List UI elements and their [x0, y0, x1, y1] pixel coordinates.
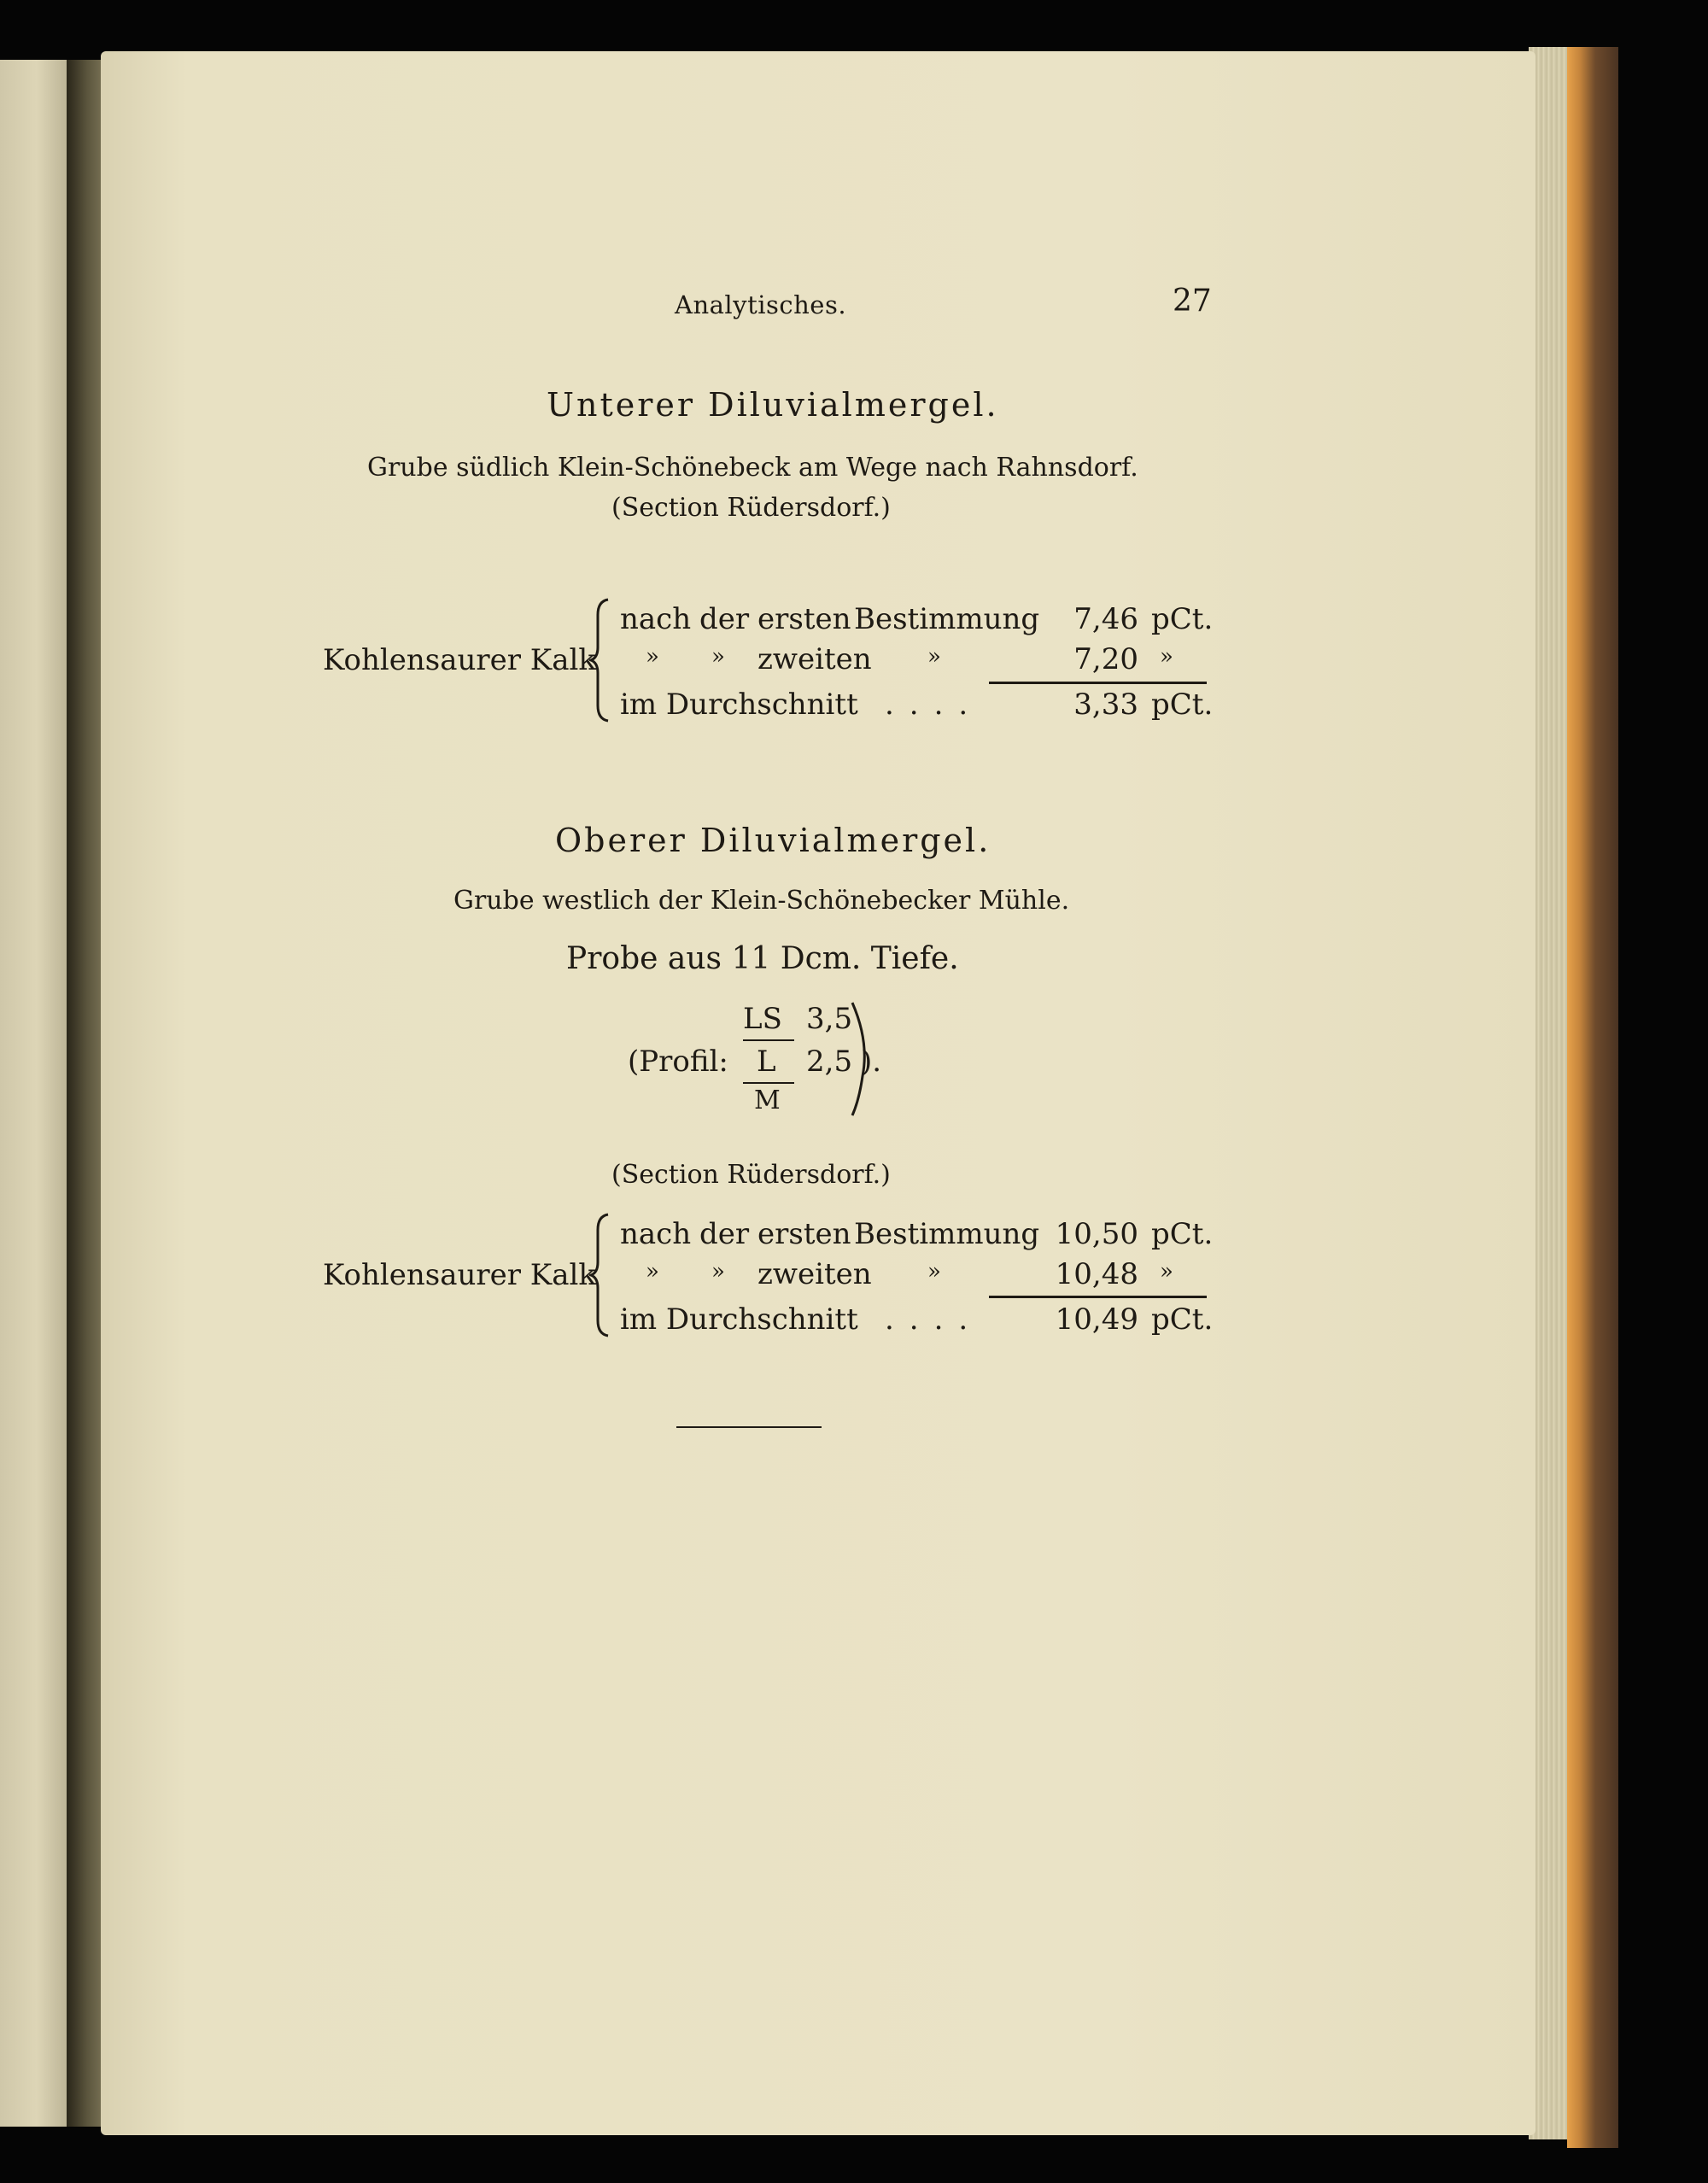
leader-dots: ....	[885, 1302, 984, 1337]
profile-symbol: M	[754, 1086, 781, 1115]
sample-line: Probe aus 11 Dcm. Tiefe.	[566, 941, 959, 976]
profile-rule	[743, 1082, 794, 1084]
brace-icon	[589, 1211, 615, 1339]
row-unit: pCt.	[1151, 1217, 1214, 1251]
profile-closing: ).	[861, 1045, 882, 1079]
row-value: 3,33	[1073, 688, 1138, 722]
section-heading: Unterer Diluvialmergel.	[547, 386, 999, 424]
row-unit: »	[1160, 1259, 1173, 1285]
section-note: (Section Rüdersdorf.)	[611, 493, 891, 523]
profile-label: (Profil:	[628, 1045, 728, 1079]
leader-dots: ....	[885, 688, 984, 722]
sum-rule	[989, 1296, 1207, 1298]
row-word-a: nach	[620, 602, 692, 636]
row-unit: pCt.	[1151, 1302, 1214, 1337]
profile-value: 2,5	[806, 1045, 853, 1079]
measurement-label: Kohlensaurer Kalk	[323, 1258, 596, 1292]
row-word-d: »	[927, 644, 941, 670]
end-rule	[676, 1426, 822, 1428]
row-word-c: ersten	[757, 602, 851, 636]
location-line: Grube südlich Klein-Schönebeck am Wege nach Rahnsdorf.	[367, 453, 1138, 483]
row-word-d: »	[927, 1259, 941, 1285]
row-unit: »	[1160, 644, 1173, 670]
row-word-b: der	[699, 602, 750, 636]
row-word-d: Bestimmung	[854, 602, 1040, 636]
row-word-b: der	[699, 1217, 750, 1251]
row-word-d: Bestimmung	[854, 1217, 1040, 1251]
row-value: 7,20	[1073, 642, 1138, 676]
row-value: 7,46	[1073, 602, 1138, 636]
row-word-b: »	[711, 1259, 725, 1285]
book-page	[101, 51, 1535, 2135]
row-word-b: »	[711, 644, 725, 670]
row-unit: pCt.	[1151, 602, 1214, 636]
profile-symbol: L	[757, 1045, 776, 1079]
row-value: 10,48	[1055, 1257, 1138, 1291]
sum-rule	[989, 682, 1207, 684]
book-cover-edge	[1567, 47, 1618, 2148]
location-line: Grube westlich der Klein-Schönebecker Mühle.	[453, 886, 1070, 916]
row-word-a: im Durchschnitt	[620, 1302, 858, 1337]
row-value: 10,49	[1055, 1302, 1138, 1337]
row-word-c: ersten	[757, 1217, 851, 1251]
section-note: (Section Rüdersdorf.)	[611, 1160, 891, 1190]
profile-value: 3,5	[806, 1002, 853, 1036]
row-word-a: »	[646, 1259, 659, 1285]
row-word-a: nach	[620, 1217, 692, 1251]
running-title: Analytisches.	[675, 290, 847, 319]
brace-icon	[589, 596, 615, 724]
row-unit: pCt.	[1151, 688, 1214, 722]
left-page-edge	[0, 60, 67, 2127]
section-heading: Oberer Diluvialmergel.	[555, 822, 991, 859]
row-word-a: »	[646, 644, 659, 670]
measurement-label: Kohlensaurer Kalk	[323, 643, 596, 677]
row-word-c: zweiten	[757, 1257, 872, 1291]
profile-symbol: LS	[743, 1002, 782, 1036]
page-number: 27	[1173, 284, 1212, 319]
row-word-c: zweiten	[757, 642, 872, 676]
profile-rule	[743, 1039, 794, 1041]
row-value: 10,50	[1055, 1217, 1138, 1251]
row-word-a: im Durchschnitt	[620, 688, 858, 722]
